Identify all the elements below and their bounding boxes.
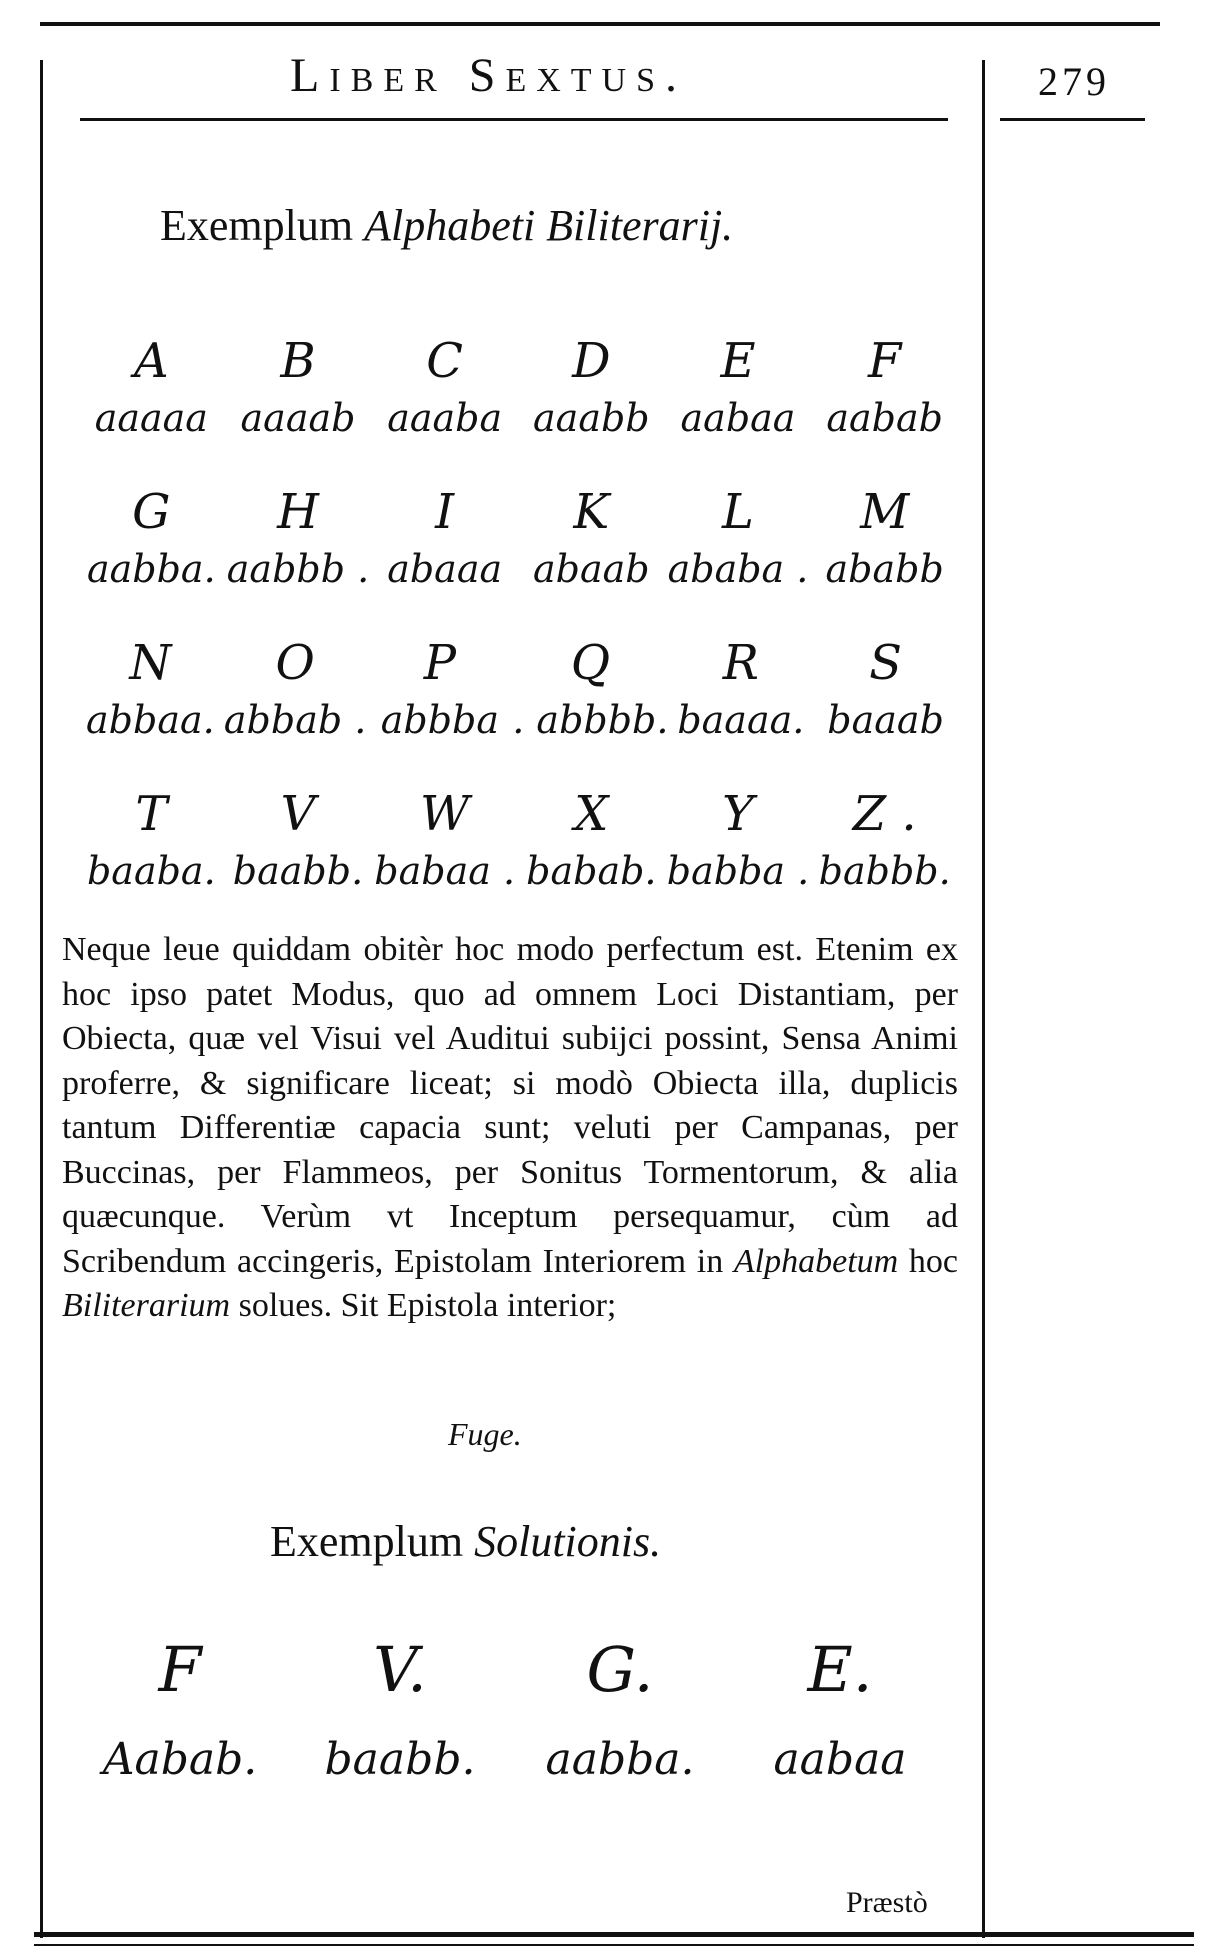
alphabet-code: babab. [526, 849, 657, 893]
alphabet-row [78, 481, 958, 632]
alphabet-code: abbba [380, 698, 500, 742]
catchword: Præstò [846, 1886, 928, 1919]
alphabet-letter: Z . [852, 786, 917, 842]
alphabet-letter: G [132, 484, 171, 540]
alphabet-letter: Y [722, 786, 754, 842]
alphabet-code: baaab [827, 698, 944, 742]
alphabet-code: aaabb [533, 396, 650, 440]
paragraph-text-2: hoc [898, 1242, 958, 1280]
alphabet-code: baabb. [232, 849, 364, 893]
header-rule [80, 118, 948, 121]
alphabet-letter: N [129, 635, 172, 691]
alphabet-letter: S [869, 635, 903, 691]
bottom-frame-rule [34, 1932, 1194, 1937]
paragraph-italic-2: Biliterarium [62, 1287, 231, 1324]
alphabet-letter: C [426, 333, 464, 389]
body-paragraph [62, 928, 958, 1329]
alphabet-letter: V [280, 786, 316, 842]
folio-rule [1000, 118, 1145, 121]
alphabet-code: aabbb . [226, 547, 370, 591]
alphabet-cell [665, 783, 812, 934]
alphabet-letter: Q [570, 635, 611, 691]
alphabet-cell [78, 783, 225, 934]
alphabet-code: aabba. [86, 547, 216, 591]
alphabet-cell [371, 330, 518, 481]
solution-code: aabaa [773, 1734, 907, 1785]
alphabet-cell [518, 330, 665, 481]
alphabet-cell [225, 783, 372, 934]
page-number: 279 [1038, 59, 1110, 104]
alphabet-letter: R [722, 635, 759, 691]
alphabet-letter: M [860, 484, 910, 540]
solution-letter: F [158, 1633, 202, 1706]
alphabet-code: aaaaa [94, 396, 208, 440]
solution-title-italic: Solutionis. [474, 1517, 662, 1566]
alphabet-cell [371, 783, 518, 934]
alphabet-cell [368, 632, 513, 783]
solution-table [70, 1620, 950, 1800]
alphabet-letter: O [275, 635, 315, 691]
alphabet-row [78, 632, 958, 783]
solution-letter: G. [586, 1633, 654, 1706]
section-title-lead: Exemplum [160, 201, 365, 250]
alphabet-code: ababb [825, 547, 944, 591]
alphabet-cell [78, 481, 225, 632]
solution-title-lead: Exemplum [270, 1517, 475, 1566]
alphabet-code: aaaab [240, 396, 356, 440]
biliteral-alphabet-table [78, 330, 958, 934]
margin-divider-rule [982, 60, 985, 1938]
alphabet-cell [223, 632, 368, 783]
alphabet-letter: I [435, 484, 455, 540]
alphabet-cell [225, 330, 372, 481]
alphabet-code: babba . [666, 849, 810, 893]
alphabet-cell [78, 632, 223, 783]
alphabet-cell [78, 330, 225, 481]
alphabet-code: aaaba [387, 396, 503, 440]
alphabet-code: ababa . [667, 547, 809, 591]
alphabet-letter: L [722, 484, 754, 540]
alphabet-cell [518, 783, 665, 934]
left-frame-rule [40, 60, 43, 1938]
paragraph-italic-1: Alphabetum [733, 1242, 899, 1280]
alphabet-code: . abbbb. [512, 698, 669, 742]
alphabet-letter: F [868, 333, 902, 389]
alphabet-letter: H [277, 484, 319, 540]
solution-cell [70, 1620, 290, 1800]
alphabet-code: baaba. [86, 849, 216, 893]
alphabet-code: abaab [533, 547, 650, 591]
alphabet-cell [225, 481, 372, 632]
alphabet-code: babaa . [374, 849, 516, 893]
alphabet-cell [668, 632, 813, 783]
alphabet-code: babbb. [818, 849, 951, 893]
alphabet-cell [811, 783, 958, 934]
alphabet-code: abbaa. [86, 698, 215, 742]
example-word: Fuge. [448, 1416, 522, 1452]
alphabet-letter: B [280, 333, 316, 389]
paragraph-text-3: solues. Sit Epistola interior; [230, 1287, 617, 1324]
section-title-italic: Alphabeti Biliterarij. [364, 201, 734, 250]
alphabet-letter: W [419, 786, 470, 842]
solution-letter: E. [807, 1633, 873, 1706]
solution-code: baabb. [324, 1734, 476, 1785]
solution-code: aabba. [545, 1734, 695, 1785]
section-title [160, 200, 920, 251]
solution-cell [510, 1620, 730, 1800]
alphabet-letter: D [572, 333, 611, 389]
alphabet-cell [813, 632, 958, 783]
alphabet-code: aabab [826, 396, 943, 440]
solution-letter: V. [373, 1633, 427, 1706]
solution-cell [730, 1620, 950, 1800]
alphabet-row [78, 783, 958, 934]
alphabet-letter: E [720, 333, 756, 389]
alphabet-letter: T [135, 786, 168, 842]
alphabet-letter: K [573, 484, 610, 540]
bottom-frame-rule-inner [34, 1944, 1194, 1946]
alphabet-cell [512, 632, 668, 783]
paragraph-text-1: Neque leue quiddam obitèr hoc modo perfectum est. Etenim ex hoc ipso patet Modus, quo ad omnem Loci Distantiam, per Obiecta, quæ vel Visui vel Auditui subijci possint, Sensa Animi proferre, & significare liceat; si modò Obiecta illa, duplicis tantum Differentiæ capacia sunt; veluti per Campanas, per Buccinas, per Flammeos, per Sonitus Tormentorum, & alia quæcunque. Verùm vt Inceptum persequamur, cùm ad Scribendum accingeris, Epistolam Interiorem in [62, 931, 958, 1280]
alphabet-row [78, 330, 958, 481]
alphabet-letter: A [133, 333, 169, 389]
alphabet-code: abbab . [223, 698, 367, 742]
alphabet-code: aabaa [680, 396, 796, 440]
alphabet-cell [665, 330, 812, 481]
alphabet-code: abaaa [387, 547, 503, 591]
top-frame-rule [40, 22, 1160, 26]
alphabet-cell [665, 481, 812, 632]
alphabet-letter: X [574, 786, 609, 842]
alphabet-letter: P [423, 635, 457, 691]
alphabet-cell [811, 330, 958, 481]
solution-code: Aabab. [102, 1734, 258, 1785]
alphabet-code: baaaa. [677, 698, 805, 742]
alphabet-cell [518, 481, 665, 632]
running-head: Liber Sextus. [290, 49, 688, 102]
solution-cell [290, 1620, 510, 1800]
alphabet-cell [811, 481, 958, 632]
alphabet-cell [371, 481, 518, 632]
solution-title [270, 1516, 661, 1567]
